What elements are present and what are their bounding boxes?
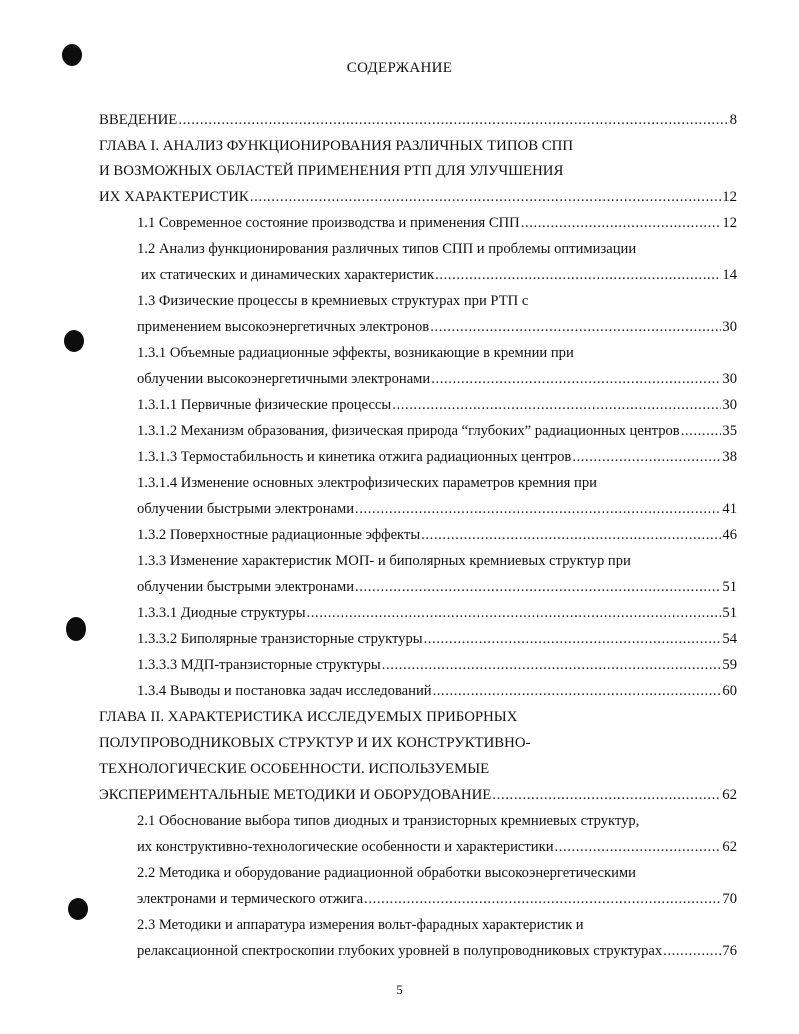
toc-entry	[137, 916, 584, 934]
dot-leader	[572, 448, 721, 466]
toc-entry-page: 30	[722, 397, 737, 413]
toc-entry-text: 2.2 Методика и оборудование радиационной обработки высокоэнергетическими	[137, 865, 636, 881]
dot-leader	[435, 266, 721, 284]
page-title: СОДЕРЖАНИЕ	[346, 60, 453, 76]
toc-entry	[137, 838, 737, 856]
toc-entry	[137, 240, 636, 258]
dot-leader	[421, 526, 721, 544]
toc-entry-text: 2.3 Методики и аппаратура измерения вольт-фарадных характеристик и	[137, 917, 584, 933]
dot-leader	[250, 188, 721, 206]
toc-entry	[99, 786, 737, 804]
toc-entry-page: 8	[729, 112, 737, 128]
dot-leader	[521, 214, 722, 232]
dot-leader	[392, 396, 721, 414]
toc-entry-page: 41	[722, 501, 737, 517]
dot-leader	[178, 111, 728, 129]
toc-entry-text: 1.3.4 Выводы и постановка задач исследований	[137, 683, 432, 699]
toc-entry	[137, 656, 737, 674]
toc-entry-text: 1.3.3.3 МДП-транзисторные структуры	[137, 657, 381, 673]
punch-hole	[64, 330, 84, 352]
toc-entry	[137, 630, 737, 648]
dot-leader	[424, 630, 722, 648]
toc-entry	[141, 266, 737, 284]
toc-entry-text: 1.3 Физические процессы в кремниевых структурах при РТП с	[137, 293, 529, 309]
toc-entry-text: их статических и динамических характеристик	[141, 267, 435, 283]
toc-entry-text: И ВОЗМОЖНЫХ ОБЛАСТЕЙ ПРИМЕНЕНИЯ РТП ДЛЯ УЛУЧШЕНИЯ	[99, 163, 564, 179]
toc-entry	[99, 162, 563, 180]
toc-entry	[137, 890, 737, 908]
toc-entry	[137, 500, 737, 518]
toc-entry-text: 1.3.2 Поверхностные радиационные эффекты	[137, 527, 421, 543]
dot-leader	[663, 942, 721, 960]
dot-leader	[430, 318, 721, 336]
dot-leader	[307, 604, 722, 622]
toc-entry-text: 1.3.1.4 Изменение основных электрофизических параметров кремния при	[137, 475, 597, 491]
page-number: 5	[396, 982, 403, 997]
toc-entry	[99, 111, 737, 129]
toc-entry-page: 59	[722, 657, 737, 673]
toc-entry-page: 70	[722, 891, 737, 907]
dot-leader	[382, 656, 722, 674]
toc-entry-page: 35	[722, 423, 737, 439]
toc-entry-text: 1.3.1.3 Термостабильность и кинетика отжига радиационных центров	[137, 449, 572, 465]
toc-entry-text: облучении быстрыми электронами	[137, 501, 355, 517]
toc-entry	[137, 604, 737, 622]
toc-entry	[137, 448, 737, 466]
toc-entry-text: 1.3.3.1 Диодные структуры	[137, 605, 306, 621]
dot-leader	[681, 422, 722, 440]
toc-entry-text: электронами и термического отжига	[137, 891, 364, 907]
toc-entry-text: ЭКСПЕРИМЕНТАЛЬНЫЕ МЕТОДИКИ И ОБОРУДОВАНИЕ	[99, 787, 492, 803]
toc-entry-page: 12	[722, 215, 737, 231]
toc-entry	[137, 344, 574, 362]
toc-entry	[137, 812, 639, 830]
toc-entry-text: 1.3.3 Изменение характеристик МОП- и биполярных кремниевых структур при	[137, 553, 631, 569]
toc-entry-page: 76	[722, 943, 737, 959]
toc-entry	[99, 188, 737, 206]
toc-entry	[137, 214, 737, 232]
toc-entry-text: ПОЛУПРОВОДНИКОВЫХ СТРУКТУР И ИХ КОНСТРУКТИВНО-	[99, 735, 531, 751]
toc-entry-page: 51	[722, 579, 737, 595]
toc-entry-text: 2.1 Обоснование выбора типов диодных и транзисторных кремниевых структур,	[137, 813, 640, 829]
toc-entry	[137, 422, 737, 440]
toc-entry-page: 14	[722, 267, 737, 283]
punch-hole	[68, 898, 88, 920]
toc-entry	[137, 292, 528, 310]
toc-entry-text: 1.1 Современное состояние производства и применения СПП	[137, 215, 520, 231]
dot-leader	[431, 370, 721, 388]
toc-entry-text: 1.3.1.1 Первичные физические процессы	[137, 397, 392, 413]
dot-leader	[355, 500, 721, 518]
toc-entry	[137, 552, 631, 570]
toc-entry-page: 30	[722, 371, 737, 387]
dot-leader	[433, 682, 722, 700]
toc-entry-text: 1.3.1.2 Механизм образования, физическая природа “глубоких” радиационных центров	[137, 423, 680, 439]
toc-entry-text: их конструктивно-технологические особенности и характеристики	[137, 839, 554, 855]
toc-entry-page: 60	[722, 683, 737, 699]
toc-entry	[137, 318, 737, 336]
dot-leader	[492, 786, 721, 804]
toc-entry	[137, 396, 737, 414]
toc-entry	[99, 760, 489, 778]
toc-entry-page: 51	[722, 605, 737, 621]
toc-entry-page: 38	[722, 449, 737, 465]
toc-entry-text: применением высокоэнергетичных электронов	[137, 319, 430, 335]
toc-entry-text: ГЛАВА II. ХАРАКТЕРИСТИКА ИССЛЕДУЕМЫХ ПРИБОРНЫХ	[99, 709, 518, 725]
toc-entry-text: релаксационной спектроскопии глубоких уровней в полупроводниковых структурах	[137, 943, 663, 959]
toc-entry-text: 1.3.3.2 Биполярные транзисторные структуры	[137, 631, 423, 647]
toc-entry-text: ВВЕДЕНИЕ	[99, 112, 178, 128]
toc-entry	[137, 370, 737, 388]
toc-entry-page: 54	[722, 631, 737, 647]
toc-entry-text: облучении быстрыми электронами	[137, 579, 355, 595]
toc-entry	[99, 708, 517, 726]
toc-entry-text: облучении высокоэнергетичными электронами	[137, 371, 431, 387]
dot-leader	[355, 578, 721, 596]
toc-entry-text: ГЛАВА I. АНАЛИЗ ФУНКЦИОНИРОВАНИЯ РАЗЛИЧНЫХ ТИПОВ СПП	[99, 138, 574, 154]
dot-leader	[364, 890, 721, 908]
toc-entry-text: 1.3.1 Объемные радиационные эффекты, возникающие в кремнии при	[137, 345, 574, 361]
toc-entry-page: 12	[722, 189, 737, 205]
toc-entry	[137, 578, 737, 596]
toc-entry	[137, 474, 597, 492]
toc-entry	[99, 137, 573, 155]
toc-entry-text: ТЕХНОЛОГИЧЕСКИЕ ОСОБЕННОСТИ. ИСПОЛЬЗУЕМЫЕ	[99, 761, 490, 777]
dot-leader	[555, 838, 722, 856]
toc-entry	[99, 734, 530, 752]
punch-hole	[66, 617, 86, 641]
toc-entry-text: ИХ ХАРАКТЕРИСТИК	[99, 189, 249, 205]
toc-entry-page: 62	[722, 839, 737, 855]
toc-entry-text: 1.2 Анализ функционирования различных типов СПП и проблемы оптимизации	[137, 241, 637, 257]
toc-entry	[137, 526, 737, 544]
toc-entry	[137, 864, 636, 882]
toc-entry-page: 62	[722, 787, 737, 803]
toc-entry	[137, 682, 737, 700]
toc-entry	[137, 942, 737, 960]
toc-entry-page: 46	[722, 527, 737, 543]
toc-entry-page: 30	[722, 319, 737, 335]
